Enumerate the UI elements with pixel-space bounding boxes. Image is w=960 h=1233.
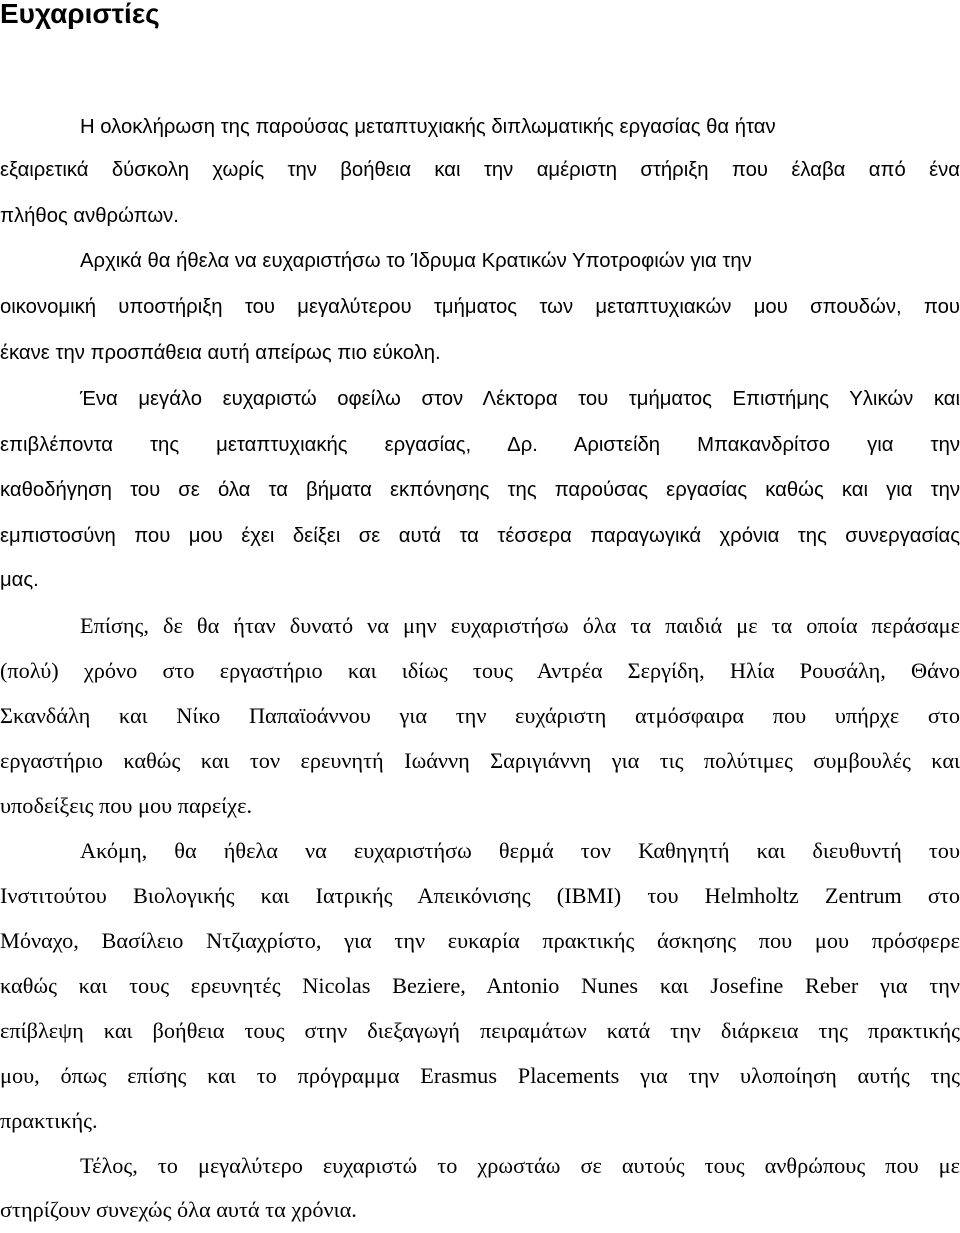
paragraph-line: μας. <box>0 569 39 591</box>
paragraph-line: Μόναχο, Βασίλειο Ντζιαχρίστο, για την ευκαρία πρακτικής άσκησης που μου πρόσφερε <box>0 928 960 953</box>
paragraph-line: Σκανδάλη και Νίκο Παπαϊοάννου για την ευχάριστη ατμόσφαιρα που υπήρχε στο <box>0 703 960 728</box>
paragraph-line: μου, όπως επίσης και το πρόγραμμα Erasmus Placements για την υλοποίηση αυτής της <box>0 1063 960 1088</box>
paragraph-line: πρακτικής. <box>0 1108 98 1133</box>
paragraph-line: Ένα μεγάλο ευχαριστώ οφείλω στον Λέκτορα του τμήματος Επιστήμης Υλικών και <box>80 388 960 410</box>
paragraph-line: Αρχικά θα ήθελα να ευχαριστήσω το Ίδρυμα Κρατικών Υποτροφιών για την <box>80 250 752 272</box>
paragraph-line: καθώς και τους ερευνητές Nicolas Beziere, Antonio Nunes και Josefine Reber για την <box>0 973 960 998</box>
paragraph-line: εργαστήριο καθώς και τον ερευνητή Ιωάννη Σαριγιάννη για τις πολύτιμες συμβουλές και <box>0 748 960 773</box>
page-title: Ευχαριστίες <box>0 0 160 29</box>
paragraph-line: Η ολοκλήρωση της παρούσας μεταπτυχιακής διπλωματικής εργασίας θα ήταν <box>80 116 776 138</box>
paragraph-line: εμπιστοσύνη που μου έχει δείξει σε αυτά τα τέσσερα παραγωγικά χρόνια της συνεργασίας <box>0 525 960 547</box>
paragraph-line: έκανε την προσπάθεια αυτή απείρως πιο εύκολη. <box>0 342 441 364</box>
paragraph-line: Τέλος, το μεγαλύτερο ευχαριστώ το χρωστάω σε αυτούς τους ανθρώπους που με <box>80 1153 960 1178</box>
paragraph-line: υποδείξεις που μου παρείχε. <box>0 793 253 818</box>
paragraph-line: Ινστιτούτου Βιολογικής και Ιατρικής Απεικόνισης (IBMI) του Helmholtz Zentrum στο <box>0 883 960 908</box>
paragraph-line: επιβλέποντα της μεταπτυχιακής εργασίας, Δρ. Αριστείδη Μπακανδρίτσο για την <box>0 434 960 456</box>
paragraph-line: επίβλεψη και βοήθεια τους στην διεξαγωγή πειραμάτων κατά την διάρκεια της πρακτικής <box>0 1018 960 1043</box>
paragraph-line: οικονομική υποστήριξη του μεγαλύτερου τμήματος των μεταπτυχιακών μου σπουδών, που <box>0 296 960 318</box>
paragraph-line: καθοδήγηση του σε όλα τα βήματα εκπόνησης της παρούσας εργασίας καθώς και για την <box>0 479 960 501</box>
paragraph-line: εξαιρετικά δύσκολη χωρίς την βοήθεια και την αμέριστη στήριξη που έλαβα από ένα <box>0 159 960 181</box>
paragraph-line: (πολύ) χρόνο στο εργαστήριο και ιδίως τους Αντρέα Σεργίδη, Ηλία Ρουσάλη, Θάνο <box>0 658 960 683</box>
paragraph-line: πλήθος ανθρώπων. <box>0 205 179 227</box>
paragraph-line: Επίσης, δε θα ήταν δυνατό να μην ευχαριστήσω όλα τα παιδιά με τα οποία περάσαμε <box>80 613 960 638</box>
paragraph-line: στηρίζουν συνεχώς όλα αυτά τα χρόνια. <box>0 1197 357 1222</box>
paragraph-line: Ακόμη, θα ήθελα να ευχαριστήσω θερμά τον Καθηγητή και διευθυντή του <box>80 838 960 863</box>
